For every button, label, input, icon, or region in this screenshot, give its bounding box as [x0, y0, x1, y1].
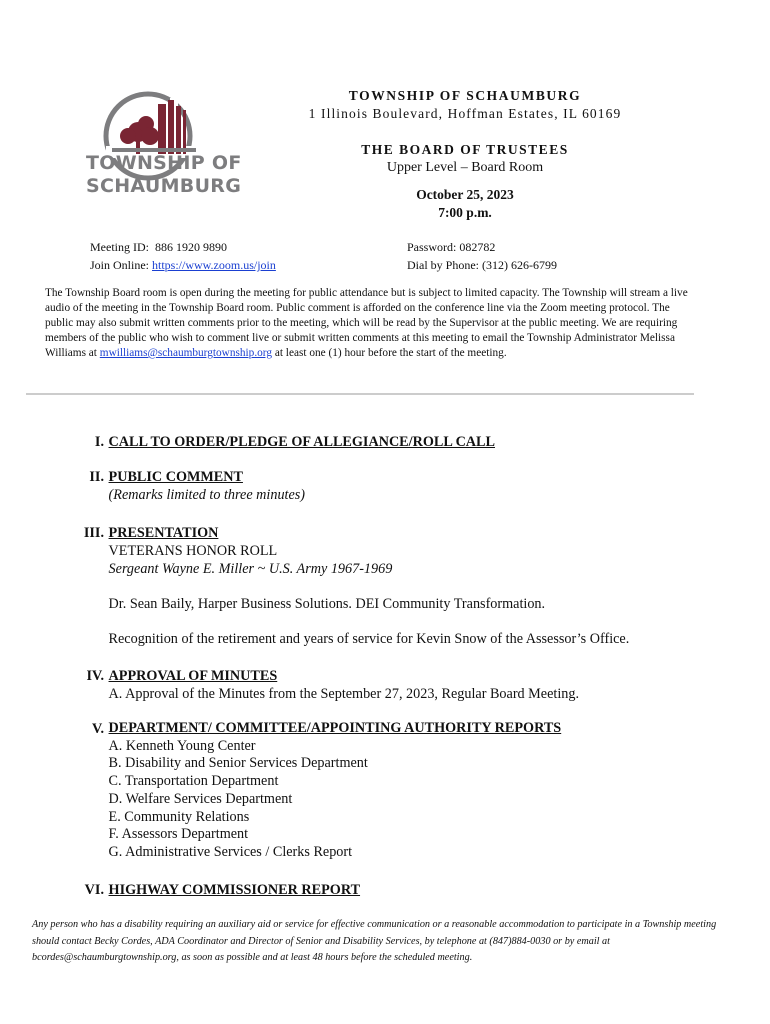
divider: [26, 393, 694, 395]
agenda-item-iv: [60, 667, 720, 703]
agenda-title: HIGHWAY COMMISSIONER REPORT: [108, 882, 361, 898]
zoom-join-link[interactable]: https://www.zoom.us/join: [152, 258, 276, 272]
agenda-num: IV.: [86, 668, 104, 684]
agenda-num: II.: [89, 469, 104, 485]
agenda-title: PRESENTATION: [108, 525, 219, 541]
agenda-item-vi: [60, 881, 720, 899]
agenda-title: DEPARTMENT/ COMMITTEE/APPOINTING AUTHORITY REPORTS: [108, 720, 562, 736]
meeting-id-label: Meeting ID:: [90, 240, 149, 254]
meeting-room: Upper Level – Board Room: [386, 160, 544, 175]
agenda-item-v: [60, 720, 720, 862]
agenda-item-iii: [60, 524, 720, 648]
meeting-time: 7:00 p.m.: [438, 205, 492, 220]
join-label: Join Online:: [90, 258, 149, 272]
intro-tail: at least one (1) hour before the start of the meeting.: [274, 347, 507, 359]
intro-text: The Township Board room is open during the meeting for public attendance but is subject to limited capacity. The Township will stream a live audio of the meeting in the Township Board room. Public comment is afforded on the conference line via the Zoom meeting protocol. The public may also submit written comments prior to the meeting, which will be read by the Supervisor at the public meeting. We are requiring members of the public who wish to comment live or submit written comments at this meeting to email the Township Administrator Melissa Williams at: [45, 287, 688, 359]
agenda-num: VI.: [84, 882, 104, 898]
meeting-info-right: [407, 238, 557, 274]
logo-text-line2: SCHAUMBURG: [86, 175, 242, 197]
presentation-line: Dr. Sean Baily, Harper Business Solutions. DEI Community Transformation.: [108, 596, 546, 612]
agenda-note: (Remarks limited to three minutes): [108, 487, 306, 503]
org-name: TOWNSHIP OF SCHAUMBURG: [348, 88, 582, 103]
list-item: A. Kenneth Young Center: [108, 737, 256, 754]
presentation-line: VETERANS HONOR ROLL: [108, 543, 278, 559]
agenda-title: PUBLIC COMMENT: [108, 469, 243, 485]
list-item: D. Welfare Services Department: [108, 790, 293, 807]
meeting-info-left: [90, 238, 276, 274]
agenda-num: V.: [92, 721, 104, 737]
agenda-num: I.: [94, 434, 104, 450]
password-value: 082782: [459, 240, 496, 254]
presentation-line: Recognition of the retirement and years of service for Kevin Snow of the Assessor’s Office.: [108, 631, 630, 647]
admin-email-link[interactable]: mwilliams@schaumburgtownship.org: [99, 347, 272, 359]
ada-notice: Any person who has a disability requiring an auxiliary aid or service for effective communication or a reasonable accommodation to participate in a Township meeting should contact Becky Cordes, ADA Coordinator and Director of Senior and Disability Services, by telephone at (847)884-0030 or by email at bcordes@schaumburgtownship.org, as soon as possible and at least 48 hours before the scheduled meeting.: [32, 919, 717, 963]
meeting-date: October 25, 2023: [416, 187, 514, 202]
list-item: F. Assessors Department: [108, 826, 249, 843]
phone-label: Dial by Phone:: [407, 258, 479, 272]
list-item: B. Disability and Senior Services Department: [108, 755, 368, 772]
list-item: G. Administrative Services / Clerks Report: [108, 843, 353, 860]
meeting-id-value: 886 1920 9890: [155, 240, 227, 254]
org-address: 1 Illinois Boulevard, Hoffman Estates, IL 60169: [308, 106, 622, 121]
password-label: Password:: [407, 240, 457, 254]
agenda-title: CALL TO ORDER/PLEDGE OF ALLEGIANCE/ROLL CALL: [108, 434, 495, 450]
board-title: THE BOARD OF TRUSTEES: [361, 142, 569, 157]
agenda-num: III.: [83, 525, 104, 541]
agenda-title: APPROVAL OF MINUTES: [108, 668, 278, 684]
agenda-item-i: [60, 433, 720, 451]
phone-value: (312) 626-6799: [482, 258, 557, 272]
list-item: E. Community Relations: [108, 808, 250, 825]
presentation-line: Sergeant Wayne E. Miller ~ U.S. Army 1967-1969: [108, 561, 393, 577]
agenda-item-ii: [60, 468, 720, 504]
logo-text-line1: TOWNSHIP OF: [86, 152, 242, 174]
list-item: A. Approval of the Minutes from the September 27, 2023, Regular Board Meeting.: [108, 686, 580, 702]
list-item: C. Transportation Department: [108, 773, 279, 790]
intro-paragraph: [45, 286, 695, 361]
